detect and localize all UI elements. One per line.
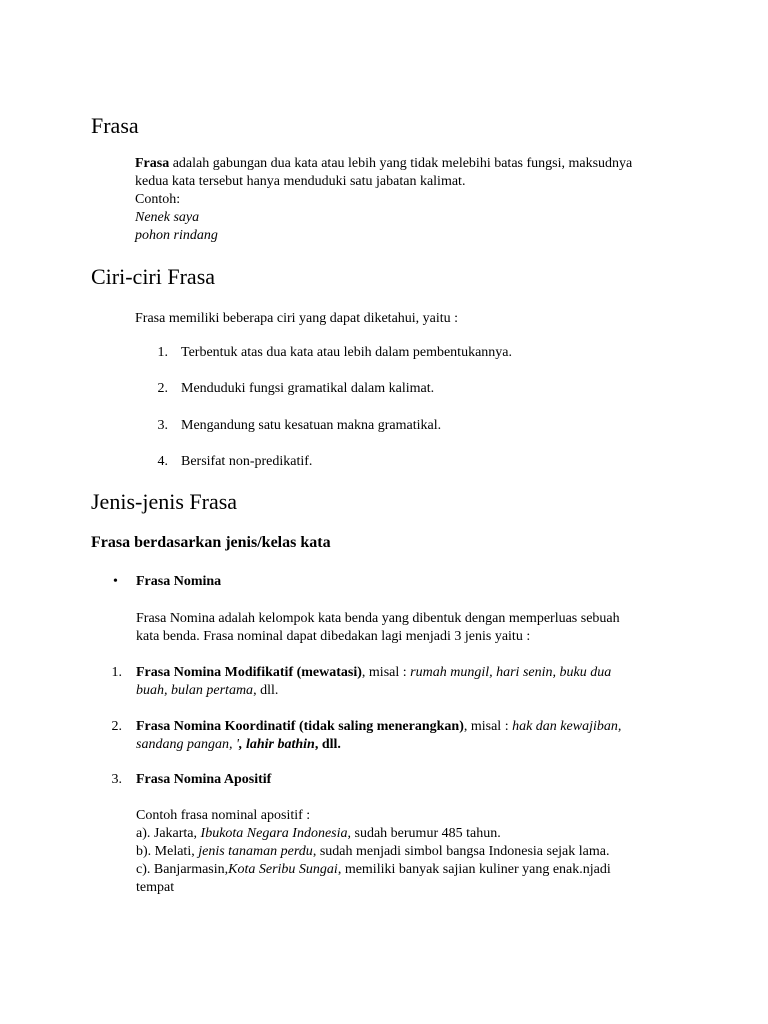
intro-term: Frasa xyxy=(135,156,170,171)
apositif-c-ital: Kota Seribu Sungai xyxy=(228,862,338,877)
nomina-item-2-examples-a: hak dan kewajiban, xyxy=(512,719,622,734)
apositif-b-pre: b). Melati, xyxy=(136,844,199,859)
nomina-item-1-end: , dll. xyxy=(253,683,279,698)
example-2: pohon rindang xyxy=(135,228,218,243)
nomina-number-2: 2. xyxy=(111,719,122,734)
apositif-a-post: , sudah berumur 485 tahun. xyxy=(347,826,501,841)
intro-line-1-text: adalah gabungan dua kata atau lebih yang tidak melebihi batas fungsi, maksudnya xyxy=(169,156,633,171)
apositif-intro: Contoh frasa nominal apositif : xyxy=(136,808,311,823)
nomina-item-1-examples-a: rumah mungil, hari senin, buku dua xyxy=(410,665,612,680)
bullet-frasa-nomina: Frasa Nomina xyxy=(136,574,222,589)
nomina-item-3-title: Frasa Nomina Apositif xyxy=(136,772,272,787)
ciri-item-1: Terbentuk atas dua kata atau lebih dalam pembentukannya. xyxy=(181,345,513,360)
heading-frasa: Frasa xyxy=(91,113,139,138)
apositif-example-c xyxy=(136,861,611,879)
nomina-item-2-line-2 xyxy=(136,736,341,754)
nomina-item-2-end: , dll. xyxy=(314,737,341,752)
apositif-a-pre: a). Jakarta, xyxy=(136,826,201,841)
nomina-item-1-misal: , misal : xyxy=(361,665,411,680)
intro-line-1 xyxy=(135,155,735,173)
apositif-a-ital: Ibukota Negara Indonesia xyxy=(200,826,348,841)
heading-ciri-frasa: Ciri-ciri Frasa xyxy=(91,264,216,289)
nomina-item-2-line-1 xyxy=(136,718,621,736)
nomina-item-1-line-1 xyxy=(136,664,611,682)
bullet-icon: • xyxy=(113,574,118,589)
nomina-item-1-title: Frasa Nomina Modifikatif (mewatasi) xyxy=(136,665,362,680)
nomina-item-2-title: Frasa Nomina Koordinatif (tidak saling menerangkan) xyxy=(136,719,464,734)
intro-line-2: kedua kata tersebut hanya menduduki satu jabatan kalimat. xyxy=(135,174,466,189)
ciri-number-1: 1. xyxy=(157,345,168,360)
nomina-item-2-examples-b: sandang pangan, ' xyxy=(136,737,239,752)
apositif-example-a xyxy=(136,825,501,843)
apositif-b-ital: jenis tanaman perdu xyxy=(198,844,313,859)
apositif-b-post: , sudah menjadi simbol bangsa Indonesia sejak lama. xyxy=(312,844,610,859)
ciri-item-4: Bersifat non-predikatif. xyxy=(181,454,313,469)
ciri-item-2: Menduduki fungsi gramatikal dalam kalimat. xyxy=(181,381,435,396)
nomina-number-3: 3. xyxy=(111,772,122,787)
ciri-number-3: 3. xyxy=(157,418,168,433)
heading-jenis-frasa: Jenis-jenis Frasa xyxy=(91,489,238,514)
ciri-item-3: Mengandung satu kesatuan makna gramatikal. xyxy=(181,418,442,433)
apositif-example-c-line-2: tempat xyxy=(136,880,175,895)
example-1: Nenek saya xyxy=(135,210,200,225)
ciri-number-2: 2. xyxy=(157,381,168,396)
ciri-number-4: 4. xyxy=(157,454,168,469)
nomina-item-2-examples-c: , lahir bathin xyxy=(238,737,315,752)
apositif-example-b xyxy=(136,843,609,861)
ciri-intro: Frasa memiliki beberapa ciri yang dapat diketahui, yaitu : xyxy=(135,311,459,326)
nomina-desc-line-2: kata benda. Frasa nominal dapat dibedakan lagi menjadi 3 jenis yaitu : xyxy=(136,629,531,644)
apositif-c-pre: c). Banjarmasin, xyxy=(136,862,229,877)
nomina-item-1-line-2 xyxy=(136,682,278,700)
apositif-c-post: , memiliki banyak sajian kuliner yang enak.njadi xyxy=(337,862,611,877)
nomina-item-2-misal: , misal : xyxy=(463,719,513,734)
subheading-berdasarkan: Frasa berdasarkan jenis/kelas kata xyxy=(91,534,331,551)
nomina-number-1: 1. xyxy=(111,665,122,680)
nomina-desc-line-1: Frasa Nomina adalah kelompok kata benda yang dibentuk dengan memperluas sebuah xyxy=(136,611,620,626)
nomina-item-1-examples-b: buah, bulan pertama xyxy=(136,683,254,698)
contoh-label: Contoh: xyxy=(135,192,181,207)
